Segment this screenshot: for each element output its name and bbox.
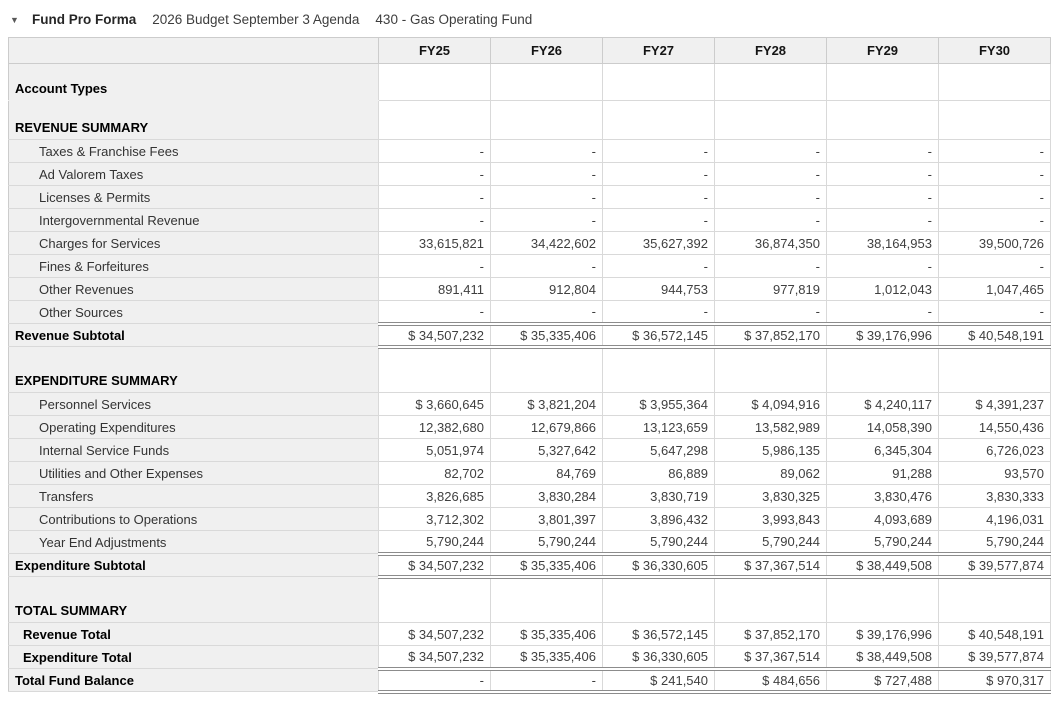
value-cell: $ 36,330,605 xyxy=(603,646,715,669)
value-cell: - xyxy=(715,209,827,232)
value-cell: $ 37,367,514 xyxy=(715,646,827,669)
value-cell: 3,830,719 xyxy=(603,485,715,508)
value-cell xyxy=(491,347,603,393)
row-label: Transfers xyxy=(9,485,379,508)
value-cell xyxy=(603,577,715,623)
value-cell: - xyxy=(379,140,491,163)
row-label: Intergovernmental Revenue xyxy=(9,209,379,232)
value-cell: - xyxy=(603,255,715,278)
value-cell xyxy=(827,64,939,101)
pro-forma-table-body xyxy=(9,64,1051,692)
value-cell: - xyxy=(939,209,1051,232)
value-cell: $ 36,572,145 xyxy=(603,324,715,347)
value-cell xyxy=(715,101,827,140)
column-header-fy30: FY30 xyxy=(939,38,1051,64)
row-label: Utilities and Other Expenses xyxy=(9,462,379,485)
value-cell: $ 37,367,514 xyxy=(715,554,827,577)
value-cell: 93,570 xyxy=(939,462,1051,485)
value-cell: - xyxy=(827,186,939,209)
value-cell: - xyxy=(827,209,939,232)
value-cell: 38,164,953 xyxy=(827,232,939,255)
value-cell: $ 970,317 xyxy=(939,669,1051,692)
value-cell: - xyxy=(939,163,1051,186)
value-cell: 86,889 xyxy=(603,462,715,485)
value-cell: $ 34,507,232 xyxy=(379,554,491,577)
row-label: Contributions to Operations xyxy=(9,508,379,531)
value-cell: 5,986,135 xyxy=(715,439,827,462)
value-cell: 3,830,476 xyxy=(827,485,939,508)
value-cell: 3,830,333 xyxy=(939,485,1051,508)
value-cell xyxy=(827,347,939,393)
row-label: EXPENDITURE SUMMARY xyxy=(9,347,379,393)
table-row xyxy=(9,393,1051,416)
value-cell: 5,790,244 xyxy=(491,531,603,554)
value-cell: 14,058,390 xyxy=(827,416,939,439)
row-label: Account Types xyxy=(9,64,379,101)
value-cell: 4,196,031 xyxy=(939,508,1051,531)
table-row xyxy=(9,324,1051,347)
value-cell: - xyxy=(827,163,939,186)
value-cell: 3,993,843 xyxy=(715,508,827,531)
value-cell: $ 39,176,996 xyxy=(827,324,939,347)
value-cell: - xyxy=(715,186,827,209)
value-cell: 35,627,392 xyxy=(603,232,715,255)
value-cell xyxy=(491,577,603,623)
value-cell: 5,051,974 xyxy=(379,439,491,462)
value-cell: 5,647,298 xyxy=(603,439,715,462)
value-cell xyxy=(379,347,491,393)
value-cell: - xyxy=(379,209,491,232)
value-cell: 3,801,397 xyxy=(491,508,603,531)
table-row xyxy=(9,669,1051,692)
value-cell: $ 36,572,145 xyxy=(603,623,715,646)
value-cell: - xyxy=(603,209,715,232)
row-label: Fines & Forfeitures xyxy=(9,255,379,278)
value-cell: 84,769 xyxy=(491,462,603,485)
value-cell xyxy=(379,101,491,140)
value-cell: $ 37,852,170 xyxy=(715,623,827,646)
value-cell xyxy=(491,101,603,140)
table-row xyxy=(9,416,1051,439)
row-label: Ad Valorem Taxes xyxy=(9,163,379,186)
row-label: Other Revenues xyxy=(9,278,379,301)
value-cell: 13,582,989 xyxy=(715,416,827,439)
row-label: Total Fund Balance xyxy=(9,669,379,692)
value-cell: 34,422,602 xyxy=(491,232,603,255)
row-label: Internal Service Funds xyxy=(9,439,379,462)
value-cell: - xyxy=(715,301,827,324)
value-cell: $ 35,335,406 xyxy=(491,554,603,577)
value-cell: $ 39,577,874 xyxy=(939,554,1051,577)
table-row xyxy=(9,209,1051,232)
value-cell: 1,047,465 xyxy=(939,278,1051,301)
table-row xyxy=(9,508,1051,531)
value-cell: $ 40,548,191 xyxy=(939,623,1051,646)
column-header-fy25: FY25 xyxy=(379,38,491,64)
report-title: Fund Pro Forma xyxy=(32,12,137,27)
value-cell xyxy=(939,577,1051,623)
value-cell: - xyxy=(827,255,939,278)
value-cell: $ 3,660,645 xyxy=(379,393,491,416)
value-cell: - xyxy=(491,163,603,186)
value-cell xyxy=(715,64,827,101)
value-cell: $ 35,335,406 xyxy=(491,646,603,669)
row-label: Licenses & Permits xyxy=(9,186,379,209)
table-row xyxy=(9,301,1051,324)
value-cell: - xyxy=(379,301,491,324)
value-cell: - xyxy=(939,255,1051,278)
value-cell: $ 4,094,916 xyxy=(715,393,827,416)
value-cell: - xyxy=(827,301,939,324)
column-header-fy27: FY27 xyxy=(603,38,715,64)
value-cell: $ 38,449,508 xyxy=(827,554,939,577)
value-cell xyxy=(379,577,491,623)
value-cell: - xyxy=(939,140,1051,163)
value-cell: $ 40,548,191 xyxy=(939,324,1051,347)
value-cell: 5,790,244 xyxy=(715,531,827,554)
value-cell: 14,550,436 xyxy=(939,416,1051,439)
value-cell: - xyxy=(379,186,491,209)
value-cell: 33,615,821 xyxy=(379,232,491,255)
table-header-row xyxy=(9,38,1051,64)
value-cell: $ 241,540 xyxy=(603,669,715,692)
column-header-fy26: FY26 xyxy=(491,38,603,64)
value-cell: - xyxy=(491,140,603,163)
table-row xyxy=(9,462,1051,485)
value-cell: - xyxy=(491,209,603,232)
value-cell: 6,345,304 xyxy=(827,439,939,462)
value-cell: $ 34,507,232 xyxy=(379,646,491,669)
value-cell: $ 3,955,364 xyxy=(603,393,715,416)
value-cell: - xyxy=(603,140,715,163)
value-cell: - xyxy=(939,186,1051,209)
row-label: Revenue Total xyxy=(9,623,379,646)
value-cell: - xyxy=(491,301,603,324)
value-cell: 5,327,642 xyxy=(491,439,603,462)
column-header-fy29: FY29 xyxy=(827,38,939,64)
value-cell: - xyxy=(379,163,491,186)
value-cell: 3,830,325 xyxy=(715,485,827,508)
value-cell: $ 3,821,204 xyxy=(491,393,603,416)
value-cell: $ 35,335,406 xyxy=(491,324,603,347)
value-cell: 13,123,659 xyxy=(603,416,715,439)
value-cell xyxy=(827,577,939,623)
value-cell: - xyxy=(827,140,939,163)
value-cell: - xyxy=(491,255,603,278)
value-cell: - xyxy=(715,140,827,163)
table-row xyxy=(9,278,1051,301)
value-cell: 12,382,680 xyxy=(379,416,491,439)
value-cell: 3,896,432 xyxy=(603,508,715,531)
value-cell: 6,726,023 xyxy=(939,439,1051,462)
value-cell xyxy=(603,101,715,140)
value-cell: - xyxy=(491,186,603,209)
value-cell: 5,790,244 xyxy=(827,531,939,554)
value-cell: $ 36,330,605 xyxy=(603,554,715,577)
value-cell: 5,790,244 xyxy=(379,531,491,554)
value-cell: 4,093,689 xyxy=(827,508,939,531)
value-cell: 12,679,866 xyxy=(491,416,603,439)
report-title-bar xyxy=(0,0,1057,30)
value-cell: $ 34,507,232 xyxy=(379,324,491,347)
value-cell: $ 4,240,117 xyxy=(827,393,939,416)
table-row xyxy=(9,531,1051,554)
row-label: Personnel Services xyxy=(9,393,379,416)
value-cell: $ 35,335,406 xyxy=(491,623,603,646)
budget-name: 2026 Budget September 3 Agenda xyxy=(152,12,360,27)
value-cell: 91,288 xyxy=(827,462,939,485)
value-cell: 912,804 xyxy=(491,278,603,301)
table-row xyxy=(9,64,1051,101)
value-cell: - xyxy=(603,163,715,186)
row-label: Taxes & Franchise Fees xyxy=(9,140,379,163)
value-cell: 3,712,302 xyxy=(379,508,491,531)
value-cell xyxy=(939,101,1051,140)
value-cell: $ 37,852,170 xyxy=(715,324,827,347)
row-label: Expenditure Subtotal xyxy=(9,554,379,577)
value-cell xyxy=(603,64,715,101)
value-cell: $ 727,488 xyxy=(827,669,939,692)
value-cell: $ 34,507,232 xyxy=(379,623,491,646)
row-label: Revenue Subtotal xyxy=(9,324,379,347)
value-cell: $ 4,391,237 xyxy=(939,393,1051,416)
table-row xyxy=(9,101,1051,140)
value-cell: $ 38,449,508 xyxy=(827,646,939,669)
table-row xyxy=(9,163,1051,186)
value-cell xyxy=(827,101,939,140)
table-row xyxy=(9,255,1051,278)
fund-pro-forma-table xyxy=(8,37,1051,694)
row-label: Expenditure Total xyxy=(9,646,379,669)
value-cell: - xyxy=(603,186,715,209)
corner-cell xyxy=(9,38,379,64)
value-cell xyxy=(715,347,827,393)
table-row xyxy=(9,554,1051,577)
row-label: Other Sources xyxy=(9,301,379,324)
fund-name: 430 - Gas Operating Fund xyxy=(375,12,533,27)
table-row xyxy=(9,646,1051,669)
table-row xyxy=(9,577,1051,623)
value-cell: $ 39,176,996 xyxy=(827,623,939,646)
table-row xyxy=(9,347,1051,393)
value-cell: 3,830,284 xyxy=(491,485,603,508)
table-row xyxy=(9,439,1051,462)
row-label: Operating Expenditures xyxy=(9,416,379,439)
value-cell xyxy=(603,347,715,393)
value-cell: - xyxy=(715,163,827,186)
value-cell: 5,790,244 xyxy=(603,531,715,554)
value-cell: - xyxy=(379,669,491,692)
table-row xyxy=(9,186,1051,209)
value-cell: - xyxy=(491,669,603,692)
value-cell xyxy=(939,347,1051,393)
value-cell xyxy=(939,64,1051,101)
column-header-fy28: FY28 xyxy=(715,38,827,64)
value-cell xyxy=(491,64,603,101)
value-cell: 89,062 xyxy=(715,462,827,485)
table-row xyxy=(9,232,1051,255)
value-cell xyxy=(379,64,491,101)
value-cell: 39,500,726 xyxy=(939,232,1051,255)
value-cell: - xyxy=(715,255,827,278)
value-cell xyxy=(715,577,827,623)
value-cell: 944,753 xyxy=(603,278,715,301)
value-cell: 891,411 xyxy=(379,278,491,301)
value-cell: - xyxy=(603,301,715,324)
row-label: REVENUE SUMMARY xyxy=(9,101,379,140)
row-label: Charges for Services xyxy=(9,232,379,255)
value-cell: 1,012,043 xyxy=(827,278,939,301)
value-cell: 3,826,685 xyxy=(379,485,491,508)
row-label: Year End Adjustments xyxy=(9,531,379,554)
value-cell: - xyxy=(939,301,1051,324)
row-label: TOTAL SUMMARY xyxy=(9,577,379,623)
value-cell: 5,790,244 xyxy=(939,531,1051,554)
table-row xyxy=(9,623,1051,646)
value-cell: 36,874,350 xyxy=(715,232,827,255)
table-row xyxy=(9,140,1051,163)
collapse-caret-icon[interactable]: ▼ xyxy=(10,14,19,25)
value-cell: 977,819 xyxy=(715,278,827,301)
value-cell: $ 39,577,874 xyxy=(939,646,1051,669)
value-cell: - xyxy=(379,255,491,278)
table-row xyxy=(9,485,1051,508)
value-cell: 82,702 xyxy=(379,462,491,485)
value-cell: $ 484,656 xyxy=(715,669,827,692)
